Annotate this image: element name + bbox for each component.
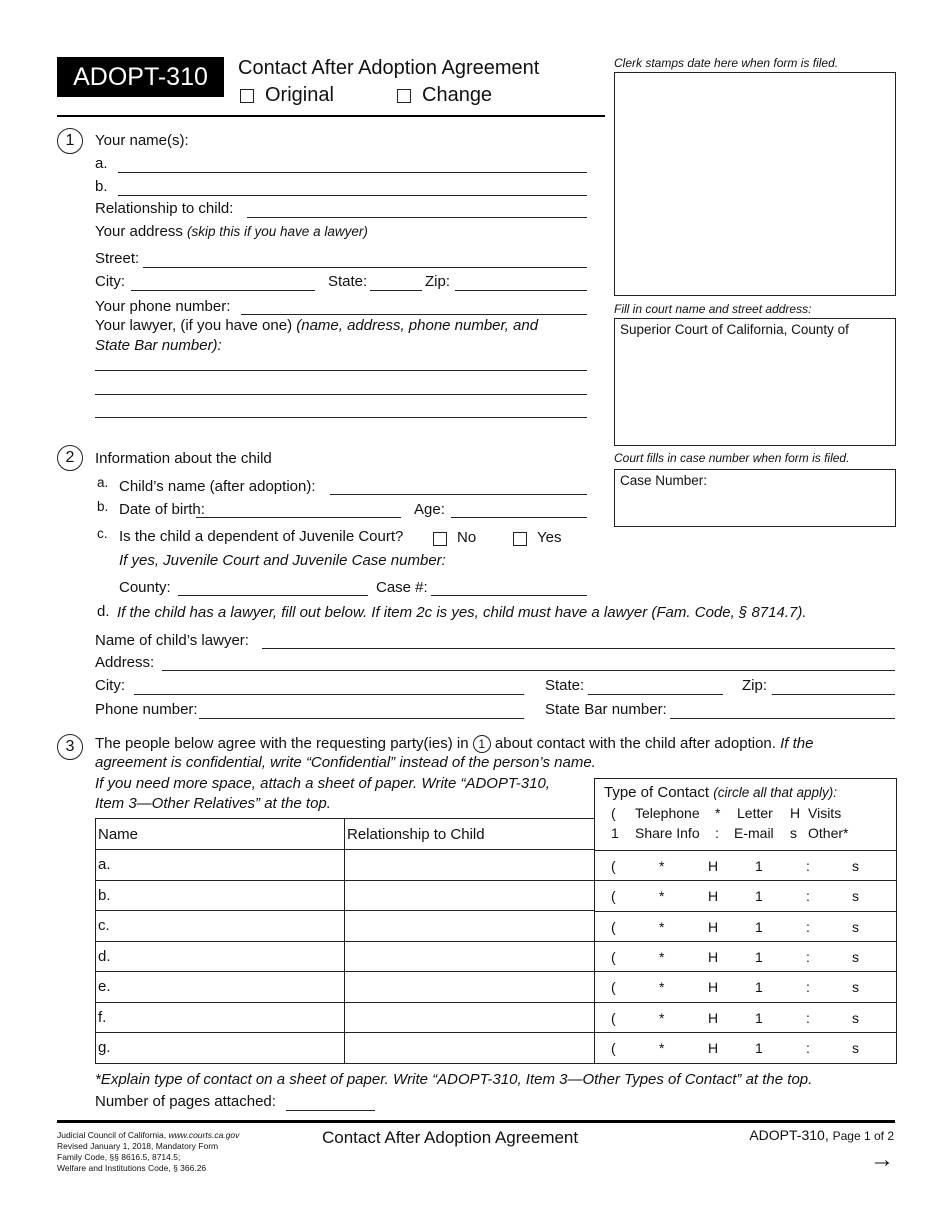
section-ref-1: 1: [473, 735, 491, 753]
court-name-value: Superior Court of California, County of: [620, 322, 849, 337]
city-label: City:: [95, 273, 125, 290]
contact-type-option[interactable]: s: [852, 858, 859, 874]
footer-source: [57, 1130, 239, 1174]
relative-name-cell[interactable]: c.: [96, 911, 345, 942]
relative-relationship-cell[interactable]: [345, 1033, 595, 1064]
contact-type-note: (circle all that apply):: [713, 785, 838, 800]
relative-relationship-cell[interactable]: [345, 1002, 595, 1033]
contact-type-option[interactable]: 1: [755, 858, 763, 874]
header-divider: [57, 115, 605, 117]
child-state-label: State:: [545, 677, 585, 694]
relative-relationship-cell[interactable]: [345, 880, 595, 911]
contact-type-option[interactable]: *: [659, 918, 665, 935]
section-3-number: 3: [57, 734, 83, 760]
dependent-no-checkbox[interactable]: [433, 532, 447, 546]
pages-attached-label: Number of pages attached:: [95, 1093, 276, 1110]
your-names-label: Your name(s):: [95, 132, 189, 149]
child-info-heading: Information about the child: [95, 450, 272, 467]
contact-type-option[interactable]: 1: [755, 1039, 763, 1056]
contact-type-option[interactable]: H: [708, 918, 719, 935]
contact-type-option[interactable]: 1: [755, 948, 763, 965]
relative-relationship-cell[interactable]: [345, 850, 595, 881]
footer-page: [749, 1128, 894, 1142]
legend-top-item: (: [611, 805, 616, 821]
contact-type-option[interactable]: *: [659, 1039, 665, 1056]
contact-type-option[interactable]: :: [806, 858, 810, 874]
contact-type-option[interactable]: H: [708, 979, 719, 996]
street-label: Street:: [95, 250, 140, 267]
relative-relationship-cell[interactable]: [345, 972, 595, 1003]
footer-form-id: ADOPT-310,: [749, 1127, 829, 1143]
section-1-number: 1: [57, 128, 83, 154]
relative-row: [96, 1002, 595, 1033]
address-label: [95, 224, 368, 239]
contact-type-option[interactable]: :: [806, 948, 810, 965]
relative-name-cell[interactable]: g.: [96, 1033, 345, 1064]
contact-type-option[interactable]: (: [611, 918, 616, 935]
dependent-yes-label: Yes: [537, 529, 562, 546]
dob-field[interactable]: [196, 517, 401, 518]
section-3-text-2: agreement is confidential, write “Confidential” instead of the person’s name.: [95, 754, 596, 771]
child-bar-label: State Bar number:: [545, 701, 667, 718]
original-label: Original: [265, 84, 334, 106]
zip-label: Zip:: [425, 273, 451, 290]
legend-top-item: Telephone: [635, 805, 700, 821]
footer-divider: [57, 1120, 895, 1123]
legend-top-item: H: [790, 805, 801, 821]
contact-type-option[interactable]: H: [708, 1039, 719, 1056]
footer-title: Contact After Adoption Agreement: [322, 1128, 579, 1147]
contact-type-option[interactable]: s: [852, 888, 859, 905]
lawyer-field-2[interactable]: [95, 394, 587, 395]
relative-name-cell[interactable]: f.: [96, 1002, 345, 1033]
contact-row-divider: [594, 1032, 896, 1033]
relative-relationship-cell[interactable]: [345, 911, 595, 942]
relative-name-cell[interactable]: a.: [96, 850, 345, 881]
contact-type-option[interactable]: *: [659, 948, 665, 965]
court-name-box[interactable]: [614, 318, 896, 446]
name-a-label: a.: [95, 155, 108, 172]
case-field[interactable]: [431, 595, 587, 596]
child-state-field[interactable]: [588, 694, 723, 695]
contact-type-option[interactable]: 1: [755, 1009, 763, 1026]
contact-type-option[interactable]: s: [852, 948, 859, 965]
lawyer-label: [95, 318, 538, 333]
form-id-badge: ADOPT-310: [57, 57, 224, 97]
contact-type-option[interactable]: *: [659, 858, 665, 874]
section-3-text-3: If you need more space, attach a sheet of paper. Write “ADOPT-310,: [95, 775, 550, 792]
lawyer-note-2: State Bar number):: [95, 337, 222, 354]
dob-label: Date of birth:: [119, 501, 205, 518]
legend-bottom-item: 1: [611, 825, 619, 841]
name-b-field[interactable]: [118, 195, 587, 196]
contact-type-text: Type of Contact: [604, 784, 710, 801]
case-number-label: Case Number:: [620, 473, 708, 488]
contact-type-option[interactable]: *: [659, 888, 665, 905]
contact-type-option[interactable]: :: [806, 979, 810, 996]
relative-row: [96, 972, 595, 1003]
child-zip-label: Zip:: [742, 677, 768, 694]
dependent-no-label: No: [457, 529, 477, 546]
lawyer-text: Your lawyer, (if you have one): [95, 317, 293, 334]
child-zip-field[interactable]: [772, 694, 895, 695]
city-field[interactable]: [131, 290, 315, 291]
contact-type-option[interactable]: H: [708, 948, 719, 965]
relative-row: [96, 911, 595, 942]
name-b-label: b.: [95, 178, 108, 195]
legend-bottom-item: Share Info: [635, 825, 700, 841]
section-3-text-1: [95, 735, 813, 753]
contact-type-option[interactable]: 1: [755, 918, 763, 935]
relationship-label: Relationship to child:: [95, 200, 234, 217]
legend-bottom-item: Other*: [808, 825, 849, 841]
agree-text-b: about contact with the child after adoption.: [494, 735, 776, 752]
footer-line-4: Welfare and Institutions Code, § 366.26: [57, 1163, 207, 1173]
address-note: (skip this if you have a lawyer): [187, 224, 368, 239]
contact-type-option[interactable]: :: [806, 1009, 810, 1026]
phone-label: Your phone number:: [95, 298, 231, 315]
courts-link[interactable]: www.courts.ca.gov: [168, 1130, 240, 1140]
item-2c: c.: [97, 526, 108, 541]
contact-row-divider: [594, 1002, 896, 1003]
child-city-label: City:: [95, 677, 125, 694]
relatives-table: [95, 818, 595, 1064]
legend-top-item: *: [715, 805, 721, 821]
council-text: Judicial Council of California,: [57, 1130, 167, 1140]
contact-type-option[interactable]: s: [852, 1039, 859, 1056]
contact-type-option[interactable]: :: [806, 918, 810, 935]
change-checkbox[interactable]: [397, 89, 411, 103]
dependent-question: Is the child a dependent of Juvenile Court?: [119, 528, 404, 545]
col-relationship-header: Relationship to Child: [345, 819, 595, 850]
county-field[interactable]: [178, 595, 368, 596]
confidential-text-a: If the: [780, 735, 814, 752]
pages-attached-field[interactable]: [286, 1110, 375, 1111]
contact-row-divider: [594, 941, 896, 942]
child-name-field[interactable]: [330, 494, 587, 495]
contact-type-option[interactable]: (: [611, 858, 616, 874]
dependent-yes-checkbox[interactable]: [513, 532, 527, 546]
street-field[interactable]: [143, 267, 587, 268]
section-2-number: 2: [57, 445, 83, 471]
contact-type-option[interactable]: 1: [755, 979, 763, 996]
relative-row: [96, 850, 595, 881]
relative-name-cell[interactable]: b.: [96, 880, 345, 911]
address-text: Your address: [95, 223, 183, 240]
contact-type-option[interactable]: H: [708, 888, 719, 905]
court-name-note: Fill in court name and street address:: [614, 302, 812, 316]
agree-text: The people below agree with the requesting party(ies) in: [95, 735, 469, 752]
case-label: Case #:: [376, 579, 428, 596]
contact-type-option[interactable]: 1: [755, 888, 763, 905]
clerk-stamp-note: Clerk stamps date here when form is filed.: [614, 56, 839, 70]
child-address-label: Address:: [95, 654, 155, 671]
footer-line-2: Revised January 1, 2018, Mandatory Form: [57, 1141, 219, 1151]
county-label: County:: [119, 579, 171, 596]
relative-name-cell[interactable]: d.: [96, 941, 345, 972]
contact-type-option[interactable]: :: [806, 1039, 810, 1056]
section-3-text-4: Item 3—Other Relatives” at the top.: [95, 795, 331, 812]
contact-type-option[interactable]: *: [659, 979, 665, 996]
name-a-field[interactable]: [118, 172, 587, 173]
original-checkbox[interactable]: [240, 89, 254, 103]
item-2a: a.: [97, 475, 109, 490]
contact-type-option[interactable]: *: [659, 1009, 665, 1026]
child-lawyer-note: If the child has a lawyer, fill out below. If item 2c is yes, child must have a lawyer (Fam. Code, § 8714.7).: [117, 604, 807, 621]
age-label: Age:: [414, 501, 445, 518]
form-title: Contact After Adoption Agreement: [238, 57, 540, 79]
legend-bottom-item: :: [715, 825, 719, 841]
contact-row-divider: [594, 971, 896, 972]
contact-type-option[interactable]: (: [611, 948, 616, 965]
relative-row: [96, 1033, 595, 1064]
contact-type-option[interactable]: s: [852, 1009, 859, 1026]
zip-field[interactable]: [455, 290, 587, 291]
legend-top-item: Letter: [737, 805, 773, 821]
relative-name-cell[interactable]: e.: [96, 972, 345, 1003]
footer-line-3: Family Code, §§ 8616.5, 8714.5;: [57, 1152, 181, 1162]
contact-type-option[interactable]: :: [806, 888, 810, 905]
child-bar-field[interactable]: [670, 718, 895, 719]
item-2d: d.: [97, 603, 110, 620]
page-number: Page 1 of 2: [832, 1129, 894, 1143]
lawyer-field-1[interactable]: [95, 370, 587, 371]
relative-relationship-cell[interactable]: [345, 941, 595, 972]
footnote: *Explain type of contact on a sheet of paper. Write “ADOPT-310, Item 3—Other Types of Contact” at the top.: [95, 1071, 813, 1088]
contact-type-option[interactable]: (: [611, 979, 616, 996]
contact-type-option[interactable]: (: [611, 1009, 616, 1026]
legend-bottom-item: s: [790, 825, 797, 841]
juvenile-note: If yes, Juvenile Court and Juvenile Case number:: [119, 552, 446, 569]
contact-type-option[interactable]: (: [611, 888, 616, 905]
contact-type-option[interactable]: (: [611, 1039, 616, 1056]
relationship-field[interactable]: [247, 217, 587, 218]
contact-type-option[interactable]: H: [708, 1009, 719, 1026]
contact-type-option[interactable]: s: [852, 918, 859, 935]
legend-top-item: Visits: [808, 805, 842, 821]
state-field[interactable]: [370, 290, 422, 291]
contact-row-divider: [594, 880, 896, 881]
relative-row: [96, 880, 595, 911]
child-phone-field[interactable]: [199, 718, 524, 719]
age-field[interactable]: [451, 517, 587, 518]
change-label: Change: [422, 84, 493, 106]
footer-line-1: [57, 1130, 239, 1141]
child-name-label: Child’s name (after adoption):: [119, 478, 316, 495]
state-label: State:: [328, 273, 368, 290]
contact-row-divider: [594, 850, 896, 851]
contact-row-divider: [594, 911, 896, 912]
child-address-field[interactable]: [162, 670, 895, 671]
lawyer-field-3[interactable]: [95, 417, 587, 418]
next-page-arrow-icon[interactable]: →: [870, 1146, 894, 1173]
child-lawyer-field[interactable]: [262, 648, 895, 649]
contact-type-title: [604, 785, 837, 800]
child-phone-label: Phone number:: [95, 701, 198, 718]
relative-row: [96, 941, 595, 972]
legend-bottom-item: E-mail: [734, 825, 774, 841]
col-name-header: Name: [96, 819, 345, 850]
clerk-stamp-box: [614, 72, 896, 296]
item-2b: b.: [97, 499, 109, 514]
contact-type-option[interactable]: H: [708, 858, 719, 874]
contact-type-option[interactable]: s: [852, 979, 859, 996]
lawyer-note-1: (name, address, phone number, and: [296, 317, 539, 334]
relatives-header-row: [96, 819, 595, 850]
case-number-note: Court fills in case number when form is filed.: [614, 451, 850, 465]
child-lawyer-label: Name of child’s lawyer:: [95, 632, 249, 649]
phone-field[interactable]: [241, 314, 587, 315]
child-city-field[interactable]: [134, 694, 524, 695]
